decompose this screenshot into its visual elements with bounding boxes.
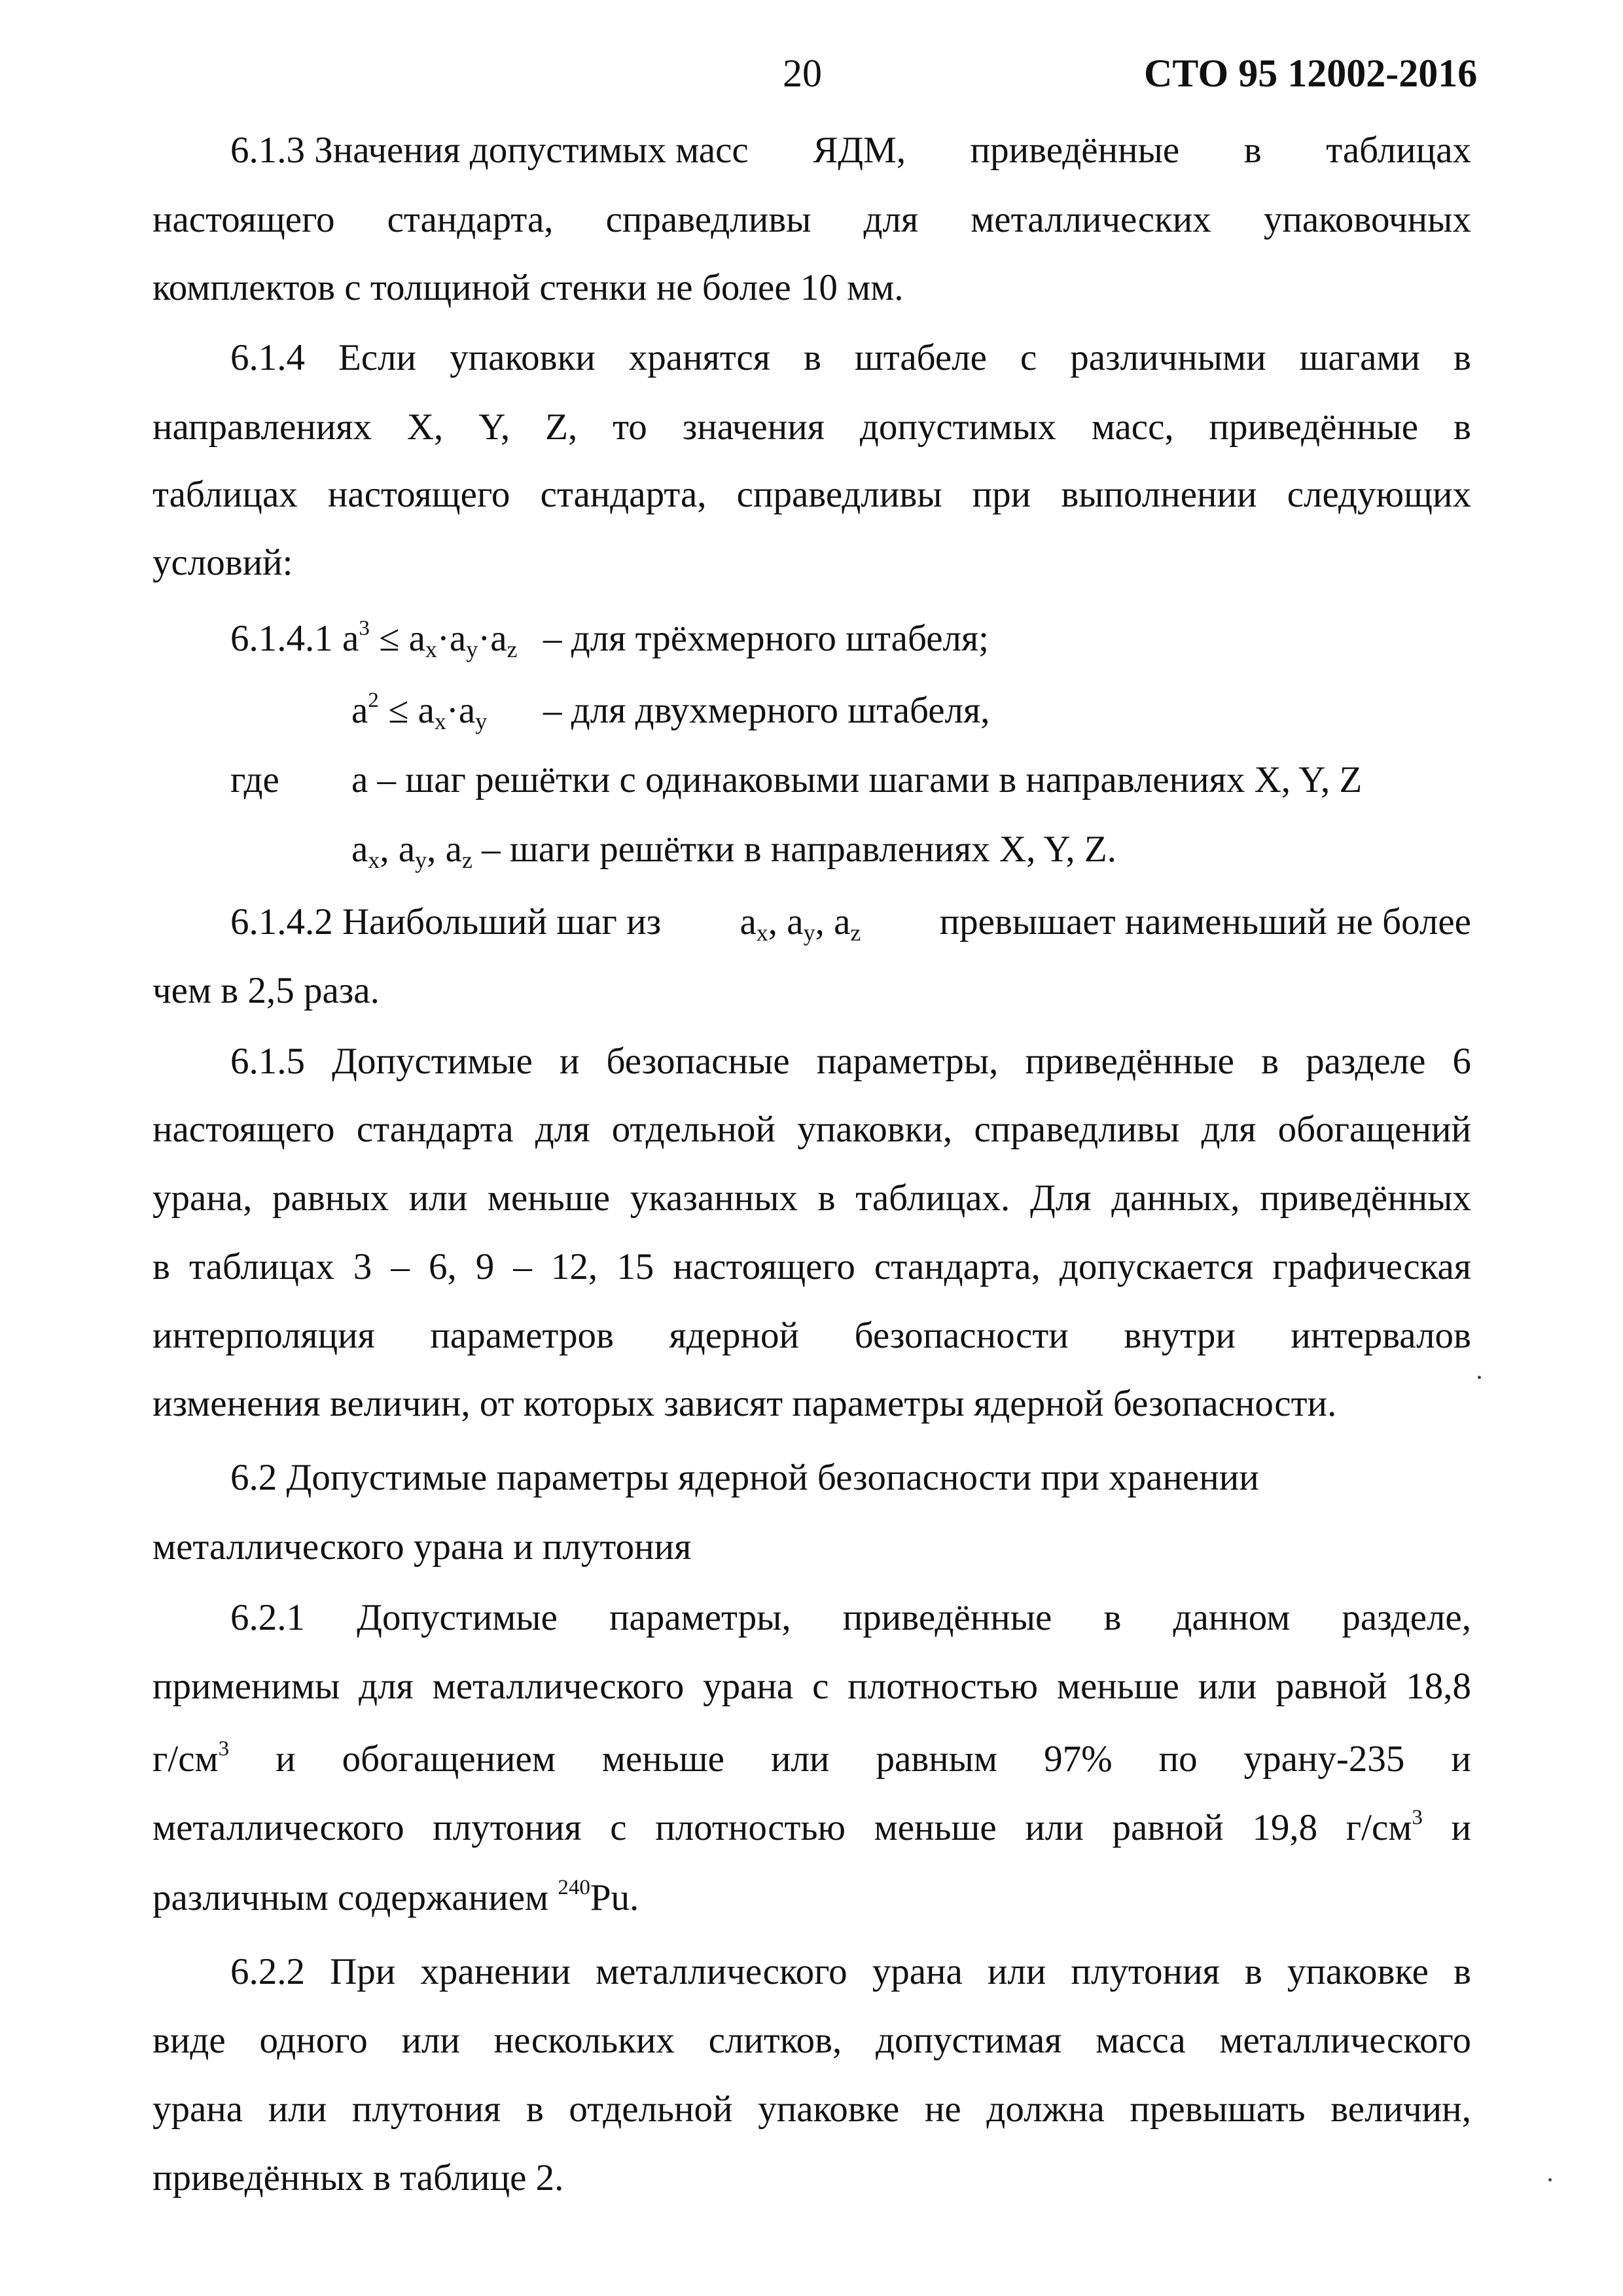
paragraph-6-1-5-line-3: урана, равных или меньше указанных в таблицах. Для данных, приведённых: [152, 1177, 1471, 1219]
section-6-2-heading-line-2: металлического урана и плутония: [152, 1526, 692, 1568]
where-steps-definition: $a_x$, $a_y$, $a_z$ – шаги решётки в направлениях X, Y, Z.: [351, 829, 1116, 873]
paragraph-6-2-2-line-4: приведённых в таблице 2.: [152, 2157, 564, 2198]
where-a-definition: a – шаг решётки с одинаковыми шагами в направлениях X, Y, Z: [351, 759, 1363, 800]
page-number: 20: [783, 52, 822, 95]
paragraph-6-2-1-line-4: металлического плутония с плотностью меньше или равной 19,8 $г/см^3$ и: [152, 1806, 1471, 1848]
paragraph-6-2-1-line-5: различным содержанием $^{240}$Pu.: [152, 1876, 639, 1918]
paragraph-6-1-5-line-1: 6.1.5 Допустимые и безопасные параметры, приведённые в разделе 6: [230, 1041, 1471, 1082]
paragraph-6-1-4-line-2: направлениях X, Y, Z, то значения допустимых масс, приведённые в: [152, 406, 1471, 448]
paragraph-6-1-5-line-6: изменения величин, от которых зависят параметры ядерной безопасности.: [152, 1383, 1337, 1424]
formula-3d-stack: 6.1.4.1 $a^3 \le a_x\cdot a_y\cdot a_z$: [230, 617, 518, 662]
scan-speck: [1548, 2178, 1552, 2181]
paragraph-6-1-3-line-1: 6.1.3 Значения допустимых масс ЯДМ, приведённые в таблицах: [230, 130, 1471, 171]
paragraph-6-1-4-line-3: таблицах настоящего стандарта, справедливы при выполнении следующих: [152, 474, 1471, 515]
paragraph-6-1-3-line-2: настоящего стандарта, справедливы для металлических упаковочных: [152, 199, 1471, 240]
formula-3d-description: – для трёхмерного штабеля;: [543, 618, 989, 659]
paragraph-6-2-2-line-2: виде одного или нескольких слитков, допустимая масса металлического: [152, 2020, 1471, 2061]
paragraph-6-2-1-line-3: $г/см^3$ и обогащением меньше или равным 97% по урану-235 и: [152, 1737, 1471, 1780]
where-label: где: [230, 759, 279, 800]
section-6-2-heading-line-1: 6.2 Допустимые параметры ядерной безопасности при хранении: [230, 1457, 1259, 1498]
paragraph-6-1-4-2-line-1: 6.1.4.2 Наибольший шаг из $a_x$, $a_y$, $a_z$ превышает наименьший не более: [230, 901, 1471, 946]
paragraph-6-1-3-line-3: комплектов с толщиной стенки не более 10 мм.: [152, 267, 904, 308]
paragraph-6-2-2-line-1: 6.2.2 При хранении металлического урана или плутония в упаковке в: [230, 1951, 1471, 1992]
paragraph-6-1-4-line-4: условий:: [152, 542, 293, 583]
formula-2d-stack: $a^2 \le a_x\cdot a_y$: [351, 689, 488, 734]
paragraph-6-1-5-line-4: в таблицах 3 – 6, 9 – 12, 15 настоящего стандарта, допускается графическая: [152, 1246, 1471, 1287]
paragraph-6-2-2-line-3: урана или плутония в отдельной упаковке не должна превышать величин,: [152, 2089, 1471, 2130]
paragraph-6-1-4-line-1: 6.1.4 Если упаковки хранятся в штабеле с различными шагами в: [230, 337, 1471, 378]
document-code: СТО 95 12002-2016: [1144, 52, 1478, 95]
paragraph-6-1-5-line-5: интерполяция параметров ядерной безопасности внутри интервалов: [152, 1315, 1471, 1356]
paragraph-6-2-1-line-1: 6.2.1 Допустимые параметры, приведённые в данном разделе,: [230, 1597, 1471, 1638]
paragraph-6-1-5-line-2: настоящего стандарта для отдельной упаковки, справедливы для обогащений: [152, 1109, 1471, 1150]
formula-2d-description: – для двухмерного штабеля,: [543, 690, 990, 731]
paragraph-6-1-4-2-line-2: чем в 2,5 раза.: [152, 970, 380, 1011]
paragraph-6-2-1-line-2: применимы для металлического урана с плотностью меньше или равной 18,8: [152, 1666, 1471, 1707]
scan-speck: [1478, 1376, 1481, 1379]
